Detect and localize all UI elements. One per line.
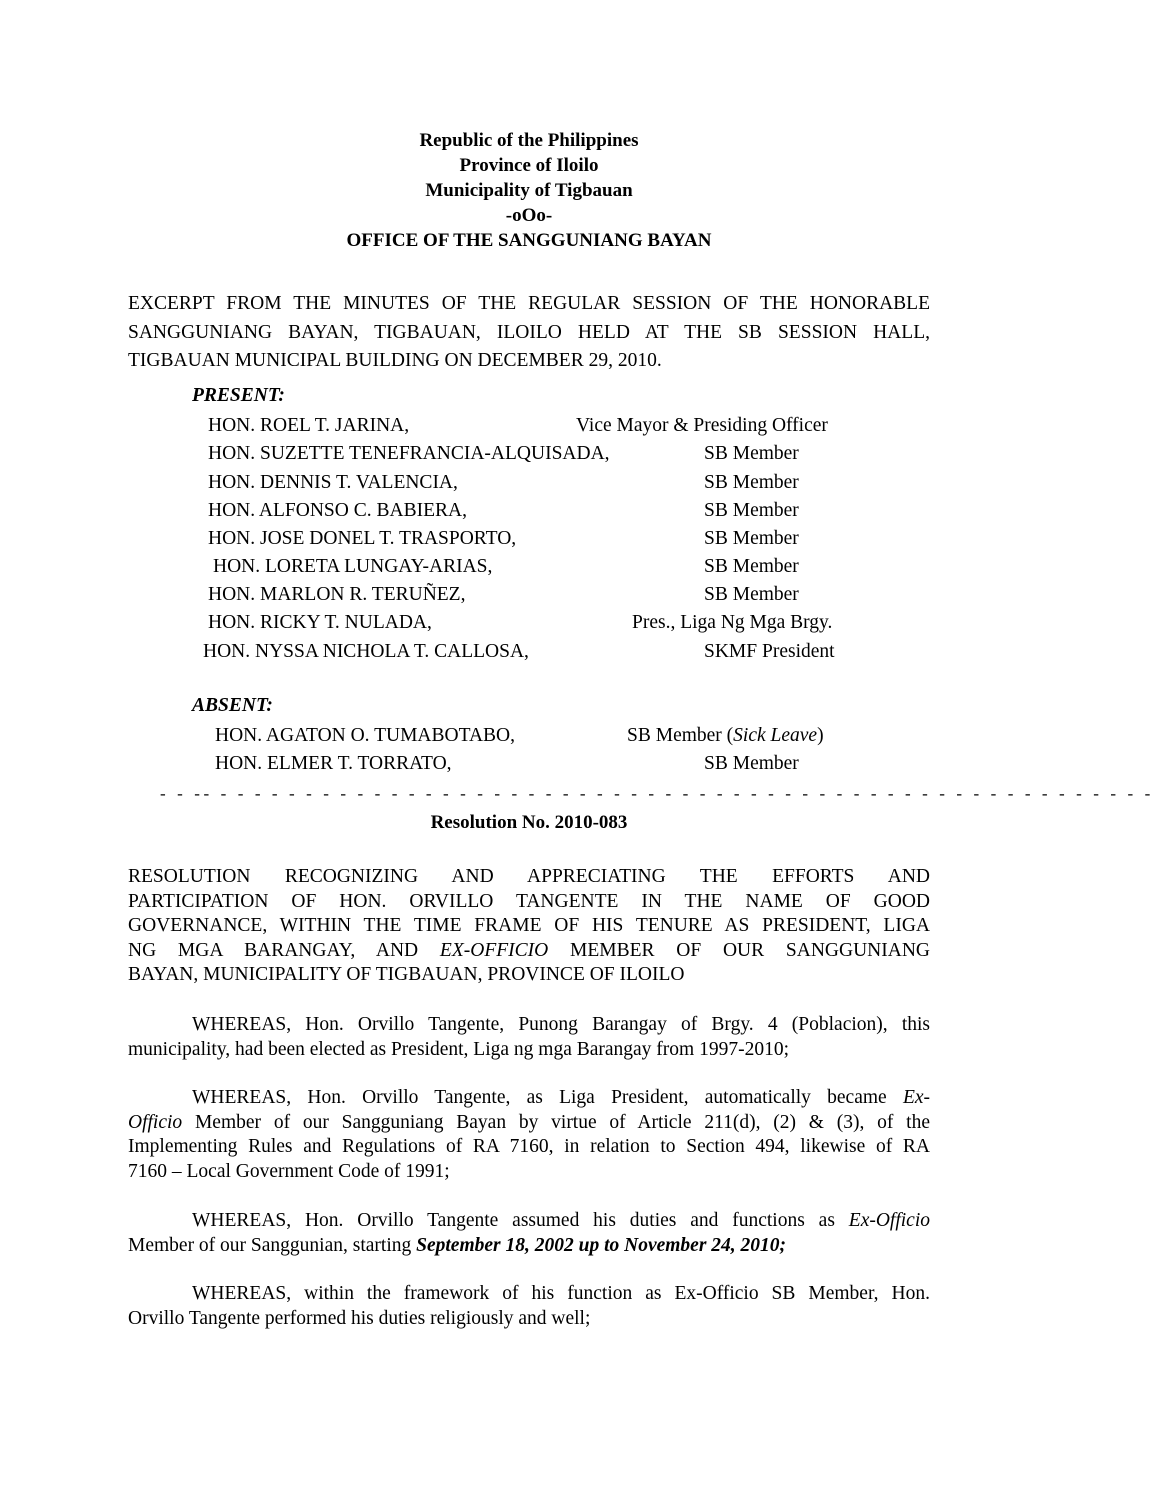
attendee-row — [0, 498, 1058, 524]
attendee-row — [0, 441, 1058, 467]
attendee-row — [0, 610, 1058, 636]
absentee-position: SB Member — [704, 753, 799, 774]
attendee-position: Pres., Liga Ng Mga Brgy. — [632, 612, 833, 633]
excerpt-line: TIGBAUAN MUNICIPAL BUILDING ON DECEMBER 29, 2010. — [128, 350, 662, 371]
attendee-position: SB Member — [704, 443, 799, 464]
resolution-number: Resolution No. 2010-083 — [430, 812, 628, 833]
header-office: OFFICE OF THE SANGGUNIANG BAYAN — [346, 230, 712, 251]
attendee-position: SB Member — [704, 584, 799, 605]
attendee-position: SKMF President — [704, 641, 835, 662]
attendee-name: HON. LORETA LUNGAY-ARIAS, — [213, 556, 493, 577]
attendee-row — [0, 554, 1058, 580]
attendee-row — [0, 639, 1058, 665]
title-line: PARTICIPATION OF HON. ORVILLO TANGENTE IN THE NAME OF GOOD — [128, 890, 930, 912]
attendee-name: HON. RICKY T. NULADA, — [208, 612, 432, 633]
attendee-name: HON. JOSE DONEL T. TRASPORTO, — [208, 528, 517, 549]
absence-reason: Sick Leave — [733, 725, 818, 746]
whereas-clause-4: WHEREAS, within the framework of his function as Ex-Officio SB Member, Hon. Orvillo Tangente performed his duties religiously and well; — [128, 1283, 930, 1329]
attendee-name: HON. ALFONSO C. BABIERA, — [208, 500, 467, 521]
present-label: PRESENT: — [192, 385, 285, 406]
separator-line: - - -- - - - - - - - - - - - - - - - - - - - - - - - - - - - - - - - - - - - - - - - - - - - - - - - - - - - - - - - — [160, 784, 1154, 803]
attendee-row — [0, 582, 1058, 608]
attendee-position: Vice Mayor & Presiding Officer — [576, 415, 828, 436]
title-line: RESOLUTION RECOGNIZING AND APPRECIATING THE EFFORTS AND — [128, 866, 930, 887]
title-line: NG MGA BARANGAY, AND EX-OFFICIO MEMBER OF OUR SANGGUNIANG — [128, 939, 930, 961]
whereas-clause-1: WHEREAS, Hon. Orvillo Tangente, Punong Barangay of Brgy. 4 (Poblacion), this municipality, had been elected as President, Liga ng mga Barangay from 1997-2010; — [128, 1014, 930, 1060]
attendee-name: HON. NYSSA NICHOLA T. CALLOSA, — [203, 641, 529, 662]
attendee-position: SB Member — [704, 500, 799, 521]
minutes-excerpt — [128, 290, 930, 376]
attendee-row — [0, 413, 1058, 439]
title-line: BAYAN, MUNICIPALITY OF TIGBAUAN, PROVINCE OF ILOILO — [128, 964, 685, 985]
absentee-position: SB Member (Sick Leave) — [627, 725, 824, 746]
attendee-name: HON. SUZETTE TENEFRANCIA-ALQUISADA, — [208, 443, 610, 464]
header-republic: Republic of the Philippines — [419, 130, 639, 151]
whereas-clause-2: WHEREAS, Hon. Orvillo Tangente, as Liga President, automatically became Ex- Officio Member of our Sangguniang Bayan by virtue of Article 211(d), (2) & (3), of the Implementing Rules and Regulations of RA 7160, in relation to Section 494, likewise of RA 7160 – Local Government Code of 1991; — [128, 1087, 930, 1182]
excerpt-line: SANGGUNIANG BAYAN, TIGBAUAN, ILOILO HELD AT THE SB SESSION HALL, — [128, 321, 930, 343]
attendee-position: SB Member — [704, 556, 799, 577]
attendee-position: SB Member — [704, 472, 799, 493]
attendee-name: HON. MARLON R. TERUÑEZ, — [208, 584, 466, 605]
absentee-name: HON. AGATON O. TUMABOTABO, — [215, 725, 515, 746]
absentee-row — [0, 723, 1058, 749]
absentee-row — [0, 751, 1058, 777]
absent-label: ABSENT: — [192, 695, 273, 716]
attendee-name: HON. ROEL T. JARINA, — [208, 415, 410, 436]
title-line: GOVERNANCE, WITHIN THE TIME FRAME OF HIS TENURE AS PRESIDENT, LIGA — [128, 915, 930, 936]
header-municipality: Municipality of Tigbauan — [425, 180, 633, 201]
header-province: Province of Iloilo — [459, 155, 599, 176]
letterhead — [0, 128, 1058, 253]
attendee-position: SB Member — [704, 528, 799, 549]
absentee-name: HON. ELMER T. TORRATO, — [215, 753, 452, 774]
attendee-row — [0, 470, 1058, 496]
header-ornament: -oOo- — [505, 205, 553, 226]
resolution-title — [128, 865, 930, 988]
whereas-clause-3: WHEREAS, Hon. Orvillo Tangente assumed his duties and functions as Ex-Officio Member of our Sanggunian, starting September 18, 2002 up to November 24, 2010; — [128, 1210, 930, 1256]
attendee-row — [0, 526, 1058, 552]
excerpt-line: EXCERPT FROM THE MINUTES OF THE REGULAR SESSION OF THE HONORABLE — [128, 293, 930, 314]
attendee-name: HON. DENNIS T. VALENCIA, — [208, 472, 458, 493]
